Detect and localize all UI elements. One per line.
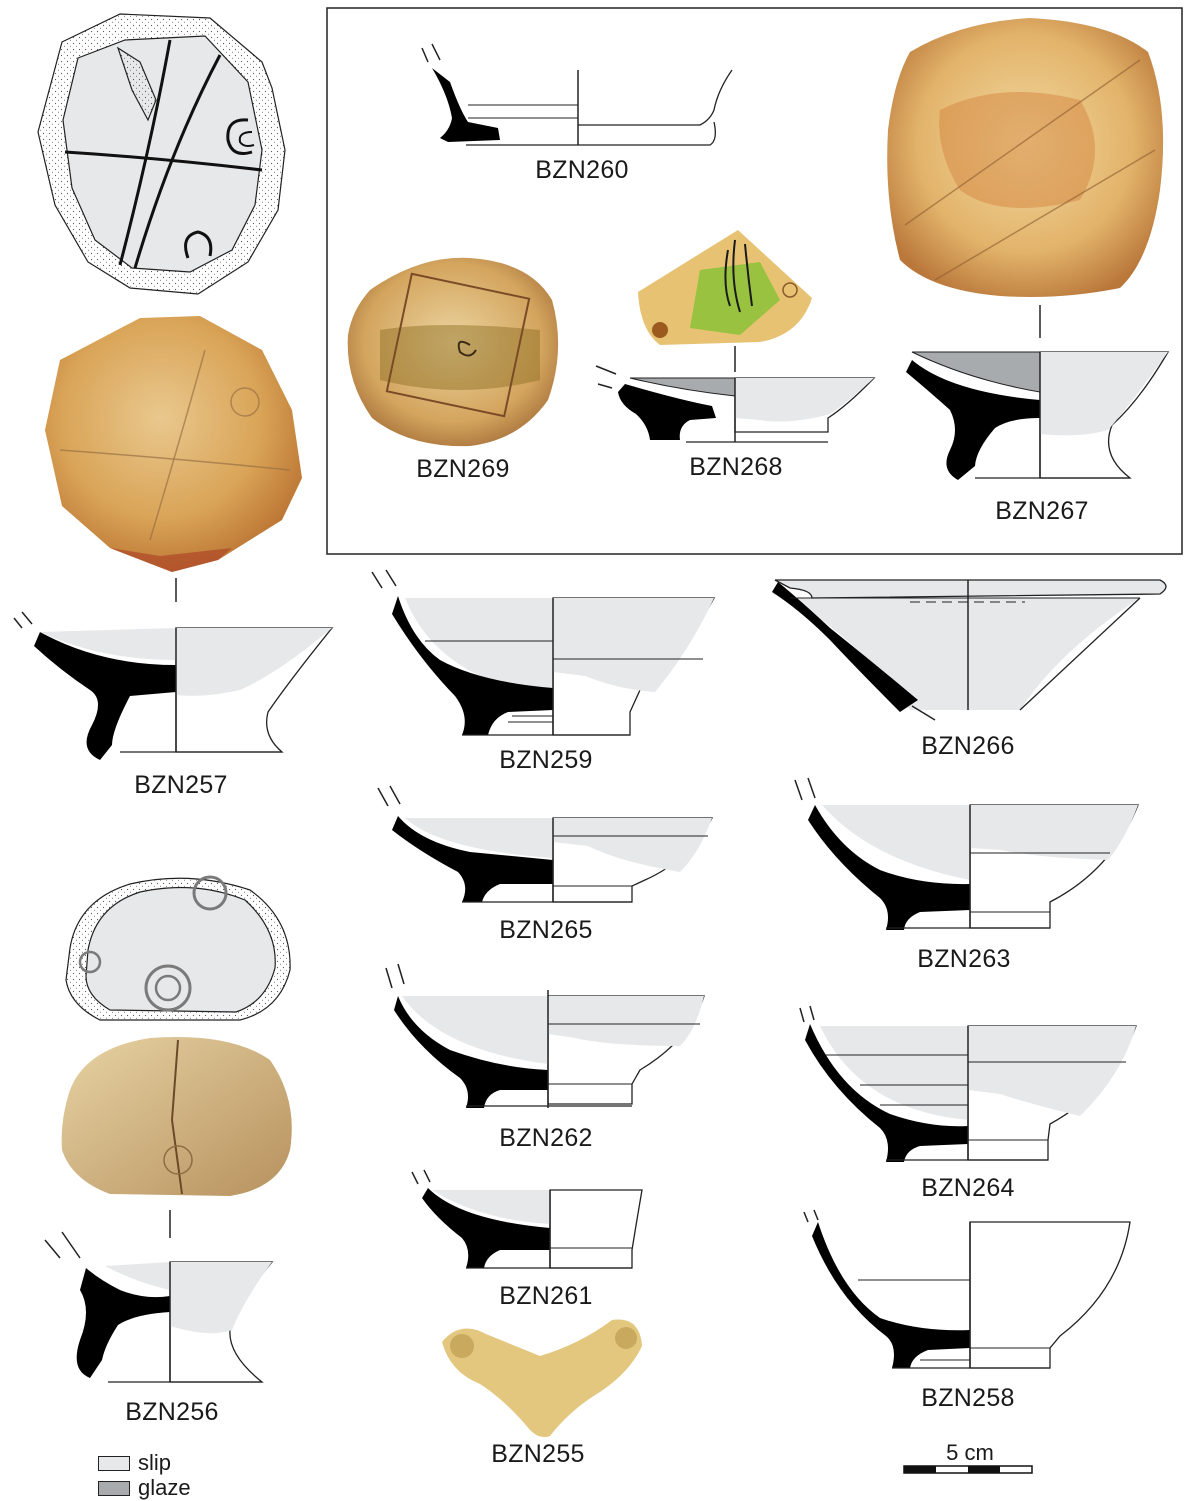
label-bzn255: BZN255 (491, 1440, 585, 1468)
scale-bar (904, 1466, 1032, 1473)
glaze-swatch (98, 1481, 130, 1496)
label-bzn263: BZN263 (917, 945, 1011, 973)
base-plan-drawing-top (38, 14, 285, 294)
profile-bzn264 (800, 1006, 1136, 1162)
profile-bzn262 (386, 964, 704, 1108)
label-bzn258: BZN258 (921, 1384, 1015, 1412)
profile-bzn268 (596, 366, 874, 442)
label-bzn259: BZN259 (499, 746, 593, 774)
label-bzn262: BZN262 (499, 1124, 593, 1152)
label-bzn257: BZN257 (134, 771, 228, 799)
legend-glaze-label: glaze (138, 1475, 191, 1500)
scale-label: 5 cm (946, 1440, 994, 1465)
photo-bzn268 (638, 230, 812, 345)
label-bzn264: BZN264 (921, 1174, 1015, 1202)
slip-swatch (98, 1456, 130, 1471)
profile-bzn265 (378, 786, 712, 902)
profile-bzn257 (14, 612, 332, 760)
base-photo-bottom (62, 1037, 292, 1196)
profile-bzn266 (772, 580, 1166, 720)
profile-bzn258 (804, 1210, 1130, 1368)
profile-bzn263 (795, 778, 1138, 930)
label-bzn267: BZN267 (995, 497, 1089, 525)
profile-bzn261 (412, 1170, 642, 1268)
profile-bzn260 (422, 44, 732, 145)
label-bzn256: BZN256 (125, 1398, 219, 1426)
photo-bzn255 (442, 1320, 642, 1438)
legend-slip (98, 1450, 171, 1476)
photo-bzn267 (887, 18, 1163, 297)
label-bzn261: BZN261 (499, 1282, 593, 1310)
photo-bzn269 (348, 258, 558, 446)
label-bzn266: BZN266 (921, 732, 1015, 760)
profile-bzn267 (906, 352, 1168, 480)
label-bzn268: BZN268 (689, 453, 783, 481)
legend-glaze (98, 1475, 191, 1501)
label-bzn260: BZN260 (535, 156, 629, 184)
legend-slip-label: slip (138, 1450, 172, 1475)
profile-bzn259 (372, 570, 714, 735)
label-bzn269: BZN269 (416, 455, 510, 483)
base-photo-top (45, 316, 302, 572)
label-bzn265: BZN265 (499, 916, 593, 944)
base-plan-drawing-bottom (66, 877, 290, 1020)
profile-bzn256 (45, 1232, 272, 1382)
